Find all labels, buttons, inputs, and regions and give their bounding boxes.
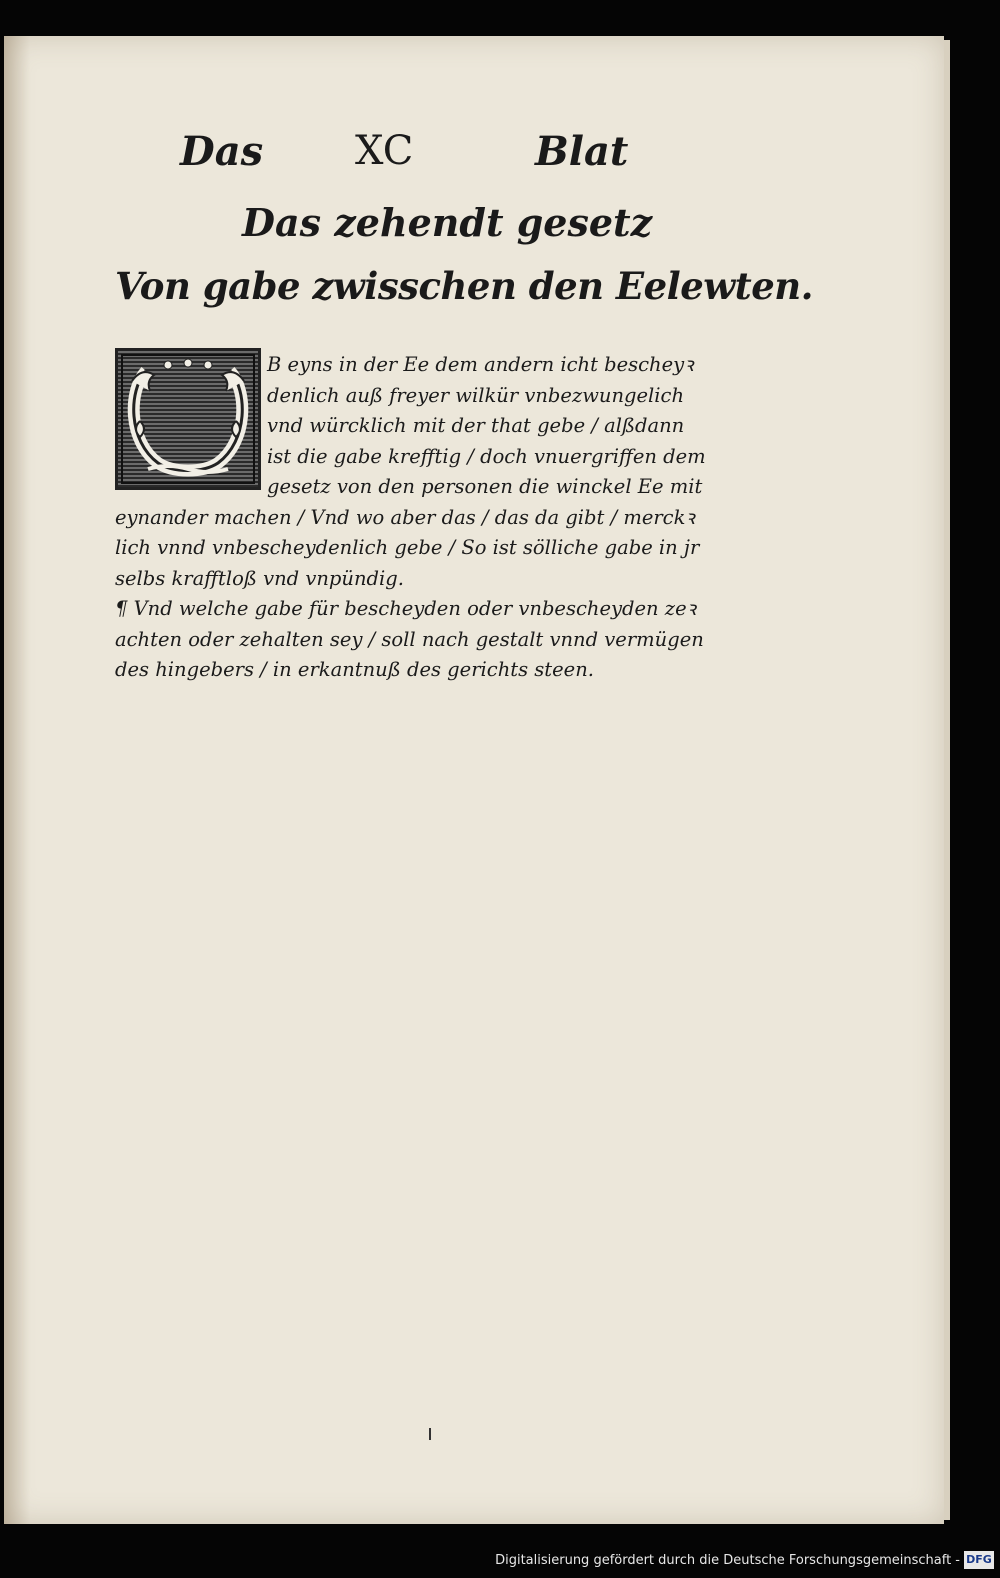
- page-edge: [944, 40, 950, 1520]
- dfg-logo: DFG: [964, 1551, 994, 1569]
- folio-number: XC: [355, 128, 414, 174]
- text-line: denlich auß freyer wilkür vnbezwungelich: [267, 383, 685, 407]
- text-line: vnd würcklich mit der that gebe / alßdann: [267, 414, 685, 437]
- text-line: des hingebers / in erkantnuß des gerichts steen.: [115, 658, 594, 681]
- text-line: ist die gabe krefftig / doch vnuergriffen dem: [267, 444, 706, 468]
- header-left: Das: [180, 128, 264, 175]
- text-line: selbs krafftloß vnd vnpündig.: [115, 566, 404, 590]
- spine-shadow: [4, 36, 30, 1524]
- text-line: eynander machen / Vnd wo aber das / das da gibt / merckꝛ: [115, 505, 695, 529]
- signature-mark: [429, 1428, 431, 1440]
- section-subtitle: Von gabe zwisschen den Eelewten.: [115, 264, 814, 308]
- text-line: achten oder zehalten sey / soll nach gestalt vnnd vermügen: [115, 627, 704, 651]
- text-line: B eyns in der Ee dem andern icht bescheyꝛ: [267, 353, 694, 376]
- section-title: Das zehendt gesetz: [242, 200, 653, 245]
- text-line: lich vnnd vnbescheydenlich gebe / So ist sölliche gabe in jr: [115, 536, 700, 559]
- funding-notice: Digitalisierung gefördert durch die Deutsche Forschungsgemeinschaft -: [495, 1553, 960, 1568]
- header-right: Blat: [535, 128, 629, 175]
- body-text: [115, 350, 710, 686]
- text-line: ¶ Vnd welche gabe für bescheyden oder vnbescheyden zeꝛ: [115, 597, 696, 620]
- text-line: gesetz von den personen die winckel Ee mit: [267, 475, 703, 498]
- book-page: [4, 36, 944, 1524]
- running-header: [180, 128, 650, 188]
